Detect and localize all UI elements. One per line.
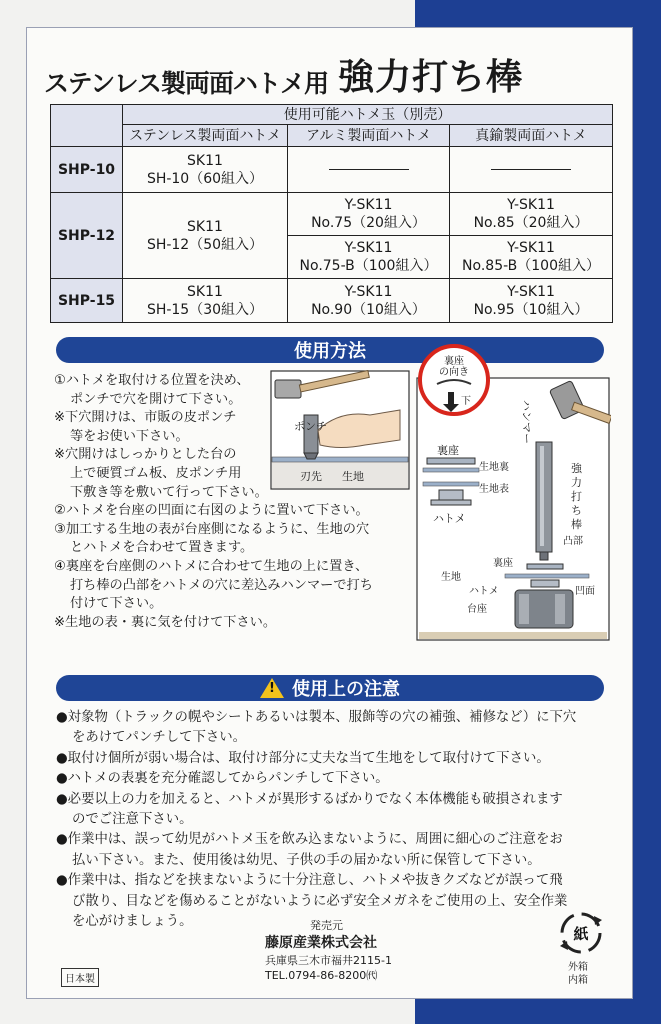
col-header-stainless: ステンレス製両面ハトメ xyxy=(123,125,288,147)
usage-line: ④裏座を台座側のハトメに合わせて生地の上に置き、 xyxy=(54,558,369,574)
convex-label: 凸部 xyxy=(563,536,583,547)
backing-label: 裏座 xyxy=(437,444,459,457)
usage-line: とハトメを合わせて置きます。 xyxy=(70,540,254,556)
warning-icon: ! xyxy=(260,678,284,698)
alumi-cell: Y-SK11 No.75-B（100組入） xyxy=(288,236,450,279)
usage-line: ※穴開けはしっかりとした台の xyxy=(54,447,237,463)
orientation-title-line1: 裏座 xyxy=(444,356,464,367)
orientation-title-line2: の向き xyxy=(439,367,469,378)
seller-block xyxy=(265,918,392,983)
usage-line: ※下穴開けは、市販の皮ポンチ xyxy=(54,410,237,426)
model-cell: SHP-10 xyxy=(51,147,123,193)
col-header-alumi: アルミ製両面ハトメ xyxy=(288,125,450,147)
product-title xyxy=(44,48,624,100)
usage-line: ③加工する生地の表が台座側になるように、生地の穴 xyxy=(54,521,370,537)
seller-label: 発売元 xyxy=(310,919,343,932)
orientation-down-label: 下 xyxy=(461,396,471,407)
caution-line: び散り、目などを傷めることがないように必ず安全メガネをご使用の上、安全作業 xyxy=(72,893,568,909)
caution-line: ●ハトメの表裏を充分確認してからパンチして下さい。 xyxy=(56,771,389,787)
stainless-cell: SK11 SH-10（60組入） xyxy=(123,147,288,193)
usage-line: 打ち棒の凸部をハトメの穴に差込みハンマーで打ち xyxy=(70,577,373,593)
tool-label-1: 強 xyxy=(571,462,582,475)
table-row xyxy=(51,193,613,236)
caution-line: 払い下さい。また、使用後は幼児、子供の手の届かない所に保管して下さい。 xyxy=(72,852,541,868)
eyelet-label: ハトメ xyxy=(433,512,466,525)
caution-line: のでご注意下さい。 xyxy=(72,812,193,828)
model-cell: SHP-15 xyxy=(51,279,123,323)
brass-cell: Y-SK11 No.85-B（100組入） xyxy=(450,236,613,279)
compatibility-table xyxy=(50,104,613,323)
usage-heading: 使用方法 xyxy=(294,341,366,362)
brass-cell: Y-SK11 No.85（20組入） xyxy=(450,193,613,236)
alumi-cell: Y-SK11 No.75（20組入） xyxy=(288,193,450,236)
paper-recycle-icon xyxy=(558,910,604,956)
caution-notes xyxy=(56,708,612,932)
caution-line: ●作業中は、指などを挟まないように十分注意し、ハトメや抜きクズなどが誤って飛 xyxy=(56,873,563,889)
table-group-header: 使用可能ハトメ玉（別売） xyxy=(123,105,613,125)
usage-line: ポンチで穴を開けて下さい。 xyxy=(70,391,242,407)
usage-line: ①ハトメを取付ける位置を決め、 xyxy=(54,373,250,388)
usage-line: 下敷き等を敷いて行って下さい。 xyxy=(70,484,268,500)
company-name: 藤原産業株式会社 xyxy=(265,935,377,951)
table-row xyxy=(51,147,613,193)
fabric-front-label: 生地表 xyxy=(479,484,509,495)
stainless-cell: SK11 SH-15（30組入） xyxy=(123,279,288,323)
assembly-diagram xyxy=(415,342,611,642)
recycle-mark: 紙 xyxy=(573,925,589,943)
title-prefix: ステンレス製両面ハトメ用 xyxy=(44,69,329,98)
brass-cell-empty xyxy=(450,147,613,193)
made-in-japan-badge: 日本製 xyxy=(61,968,99,987)
table-corner xyxy=(51,105,123,147)
fabric-label: 生地 xyxy=(342,470,364,483)
alumi-cell-empty xyxy=(288,147,450,193)
caution-heading-banner xyxy=(56,675,604,701)
tool-label-4: ち xyxy=(571,504,582,517)
usage-line: ※生地の表・裏に気を付けて下さい。 xyxy=(54,614,277,630)
company-address: 兵庫県三木市福井2115-1 xyxy=(265,954,392,967)
col-header-brass: 真鍮製両面ハトメ xyxy=(450,125,613,147)
caution-line: ●作業中は、誤って幼児がハトメ玉を飲み込まないように、周囲に細心のご注意をお xyxy=(56,832,563,848)
caution-line: ●必要以上の力を加えると、ハトメが異形するばかりでなく本体機能も破損されます xyxy=(56,791,563,807)
backing2-label: 裏座 xyxy=(493,558,513,569)
base-icon xyxy=(515,590,573,628)
concave-label: 凹面 xyxy=(575,586,595,597)
fabric2-label: 生地 xyxy=(441,572,461,583)
alumi-cell: Y-SK11 No.90（10組入） xyxy=(288,279,450,323)
orientation-badge-icon xyxy=(420,346,488,414)
hammer-label: ハンマー xyxy=(520,400,533,444)
tool-label-3: 打 xyxy=(571,490,582,503)
stainless-cell: SK11 SH-12（50組入） xyxy=(123,193,288,279)
usage-line: 上で硬質ゴム板、皮ポンチ用 xyxy=(70,465,242,481)
usage-line: 等をお使い下さい。 xyxy=(70,428,189,444)
caution-line: ●対象物（トラックの幌やシートあるいは製本、服飾等の穴の補強、補修など）に下穴 xyxy=(56,710,577,725)
caution-line: をあけてパンチして下さい。 xyxy=(72,730,247,746)
usage-line: 付けて下さい。 xyxy=(70,596,163,612)
recycle-label: 外箱 内箱 xyxy=(568,962,588,986)
company-tel: TEL.0794-86-8200㈹ xyxy=(265,969,378,982)
punch-illustration xyxy=(270,370,410,490)
eyelet2-label: ハトメ xyxy=(469,586,499,597)
title-main: 強力打ち棒 xyxy=(338,57,524,98)
model-cell: SHP-12 xyxy=(51,193,123,279)
punch-label: ポンチ xyxy=(294,420,327,433)
tool-label-5: 棒 xyxy=(571,518,582,531)
usage-line: ②ハトメを台座の凹面に右図のように置いて下さい。 xyxy=(54,503,369,519)
caution-line: を心がけましょう。 xyxy=(72,914,193,930)
edge-label: 刃先 xyxy=(300,470,322,483)
caution-line: ●取付け個所が弱い場合は、取付け部分に丈夫な当て生地をして取付けて下さい。 xyxy=(56,750,550,766)
table-row xyxy=(51,279,613,323)
brass-cell: Y-SK11 No.95（10組入） xyxy=(450,279,613,323)
base-label: 台座 xyxy=(467,604,487,615)
fabric-back-label: 生地裏 xyxy=(479,462,509,473)
tool-label-2: 力 xyxy=(571,476,582,489)
caution-heading: 使用上の注意 xyxy=(292,679,400,700)
striking-tool-icon xyxy=(536,442,552,560)
